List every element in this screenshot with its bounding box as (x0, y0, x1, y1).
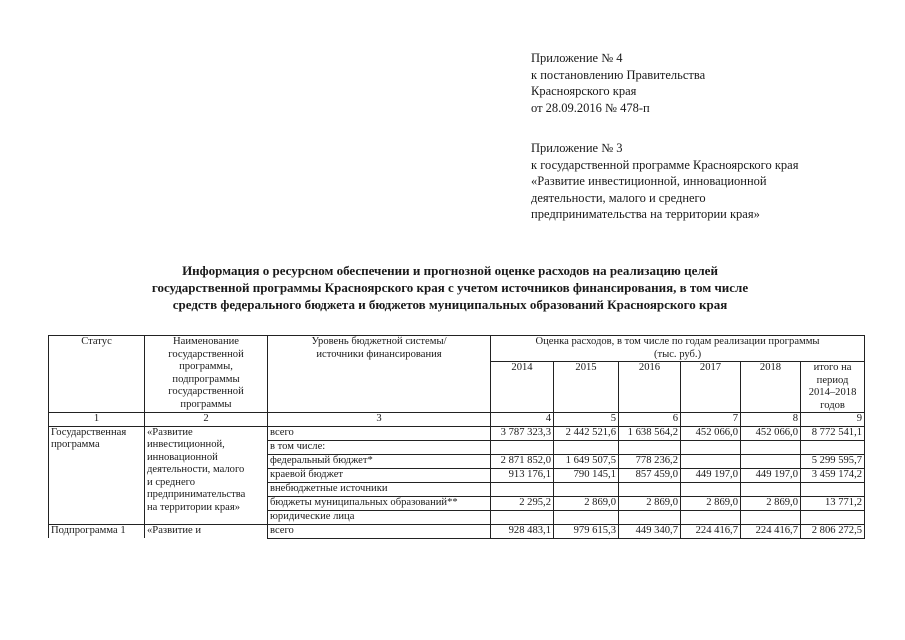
status-text: программа (51, 439, 100, 450)
header-text: Наименование (173, 336, 239, 347)
header-estimate (491, 336, 865, 362)
source-label: в том числе: (268, 440, 491, 454)
column-number: 8 (741, 413, 801, 427)
source-label: юридические лица (268, 510, 491, 524)
value-cell (619, 482, 681, 496)
value-cell (554, 482, 619, 496)
value-cell: 449 197,0 (681, 468, 741, 482)
value-cell: 5 299 595,7 (801, 454, 865, 468)
source-label: краевой бюджет (268, 468, 491, 482)
funding-table (48, 335, 865, 539)
header-text: государственной (168, 348, 244, 360)
value-cell (491, 510, 554, 524)
value-cell (741, 440, 801, 454)
value-cell (554, 440, 619, 454)
header-text: (тыс. руб.) (653, 348, 702, 360)
name-text: инновационной (147, 451, 218, 463)
value-cell (741, 510, 801, 524)
name-text: инвестиционной, (147, 439, 225, 450)
value-cell: 224 416,7 (681, 524, 741, 538)
value-cell: 857 459,0 (619, 468, 681, 482)
name-text: «Развитие (147, 426, 193, 438)
header-row (49, 336, 865, 362)
header-year-2016: 2016 (619, 362, 681, 413)
header-text: Оценка расходов, в том числе по годам реализации программы (535, 336, 820, 347)
header-text: программы (180, 398, 232, 410)
header-year-2014: 2014 (491, 362, 554, 413)
value-cell (491, 482, 554, 496)
header-year-2018: 2018 (741, 362, 801, 413)
title-line: Информация о ресурсном обеспечении и прогнозной оценке расходов на реализацию целей (182, 263, 718, 278)
subprogram-name: «Развитие и (145, 524, 268, 538)
table-row (49, 524, 865, 538)
column-number: 6 (619, 413, 681, 427)
header-text: итого на (813, 362, 852, 373)
value-cell (741, 482, 801, 496)
column-number: 7 (681, 413, 741, 427)
annex-3-line: деятельности, малого и среднего (531, 190, 706, 205)
value-cell: 3 459 174,2 (801, 468, 865, 482)
annex-3-block (531, 140, 798, 223)
header-text: Статус (81, 336, 112, 347)
value-cell (681, 482, 741, 496)
value-cell (681, 440, 741, 454)
header-text: программы, (179, 361, 233, 372)
annex-3-line: к государственной программе Красноярского края (531, 157, 799, 172)
value-cell: 2 295,2 (491, 496, 554, 510)
value-cell: 2 871 852,0 (491, 454, 554, 468)
header-text: подпрограммы (172, 373, 240, 385)
source-label: всего (268, 426, 491, 440)
header-text: Уровень бюджетной системы/ (311, 336, 447, 347)
column-number: 1 (49, 413, 145, 427)
header-year-2015: 2015 (554, 362, 619, 413)
annex-4-line: Приложение № 4 (531, 51, 623, 65)
header-level (268, 336, 491, 413)
value-cell: 2 442 521,6 (554, 426, 619, 440)
value-cell: 449 197,0 (741, 468, 801, 482)
value-cell (801, 482, 865, 496)
value-cell: 13 771,2 (801, 496, 865, 510)
value-cell: 979 615,3 (554, 524, 619, 538)
column-number: 3 (268, 413, 491, 427)
header-year-2017: 2017 (681, 362, 741, 413)
value-cell: 452 066,0 (741, 426, 801, 440)
status-text: Государственная (51, 426, 127, 438)
name-text: на территории края» (147, 501, 241, 513)
value-cell: 452 066,0 (681, 426, 741, 440)
column-number: 9 (801, 413, 865, 427)
header-text: источники финансирования (316, 348, 442, 360)
header-text: государственной (168, 386, 244, 397)
name-text: и среднего (147, 476, 196, 488)
column-numbers-row (49, 413, 865, 427)
value-cell: 1 649 507,5 (554, 454, 619, 468)
source-label: внебюджетные источники (268, 482, 491, 496)
document-title (60, 262, 840, 313)
value-cell: 1 638 564,2 (619, 426, 681, 440)
value-cell (681, 510, 741, 524)
value-cell (801, 510, 865, 524)
program-status (49, 426, 145, 524)
value-cell: 928 483,1 (491, 524, 554, 538)
header-total (801, 362, 865, 413)
value-cell (801, 440, 865, 454)
header-text: период (816, 374, 849, 386)
header-name (145, 336, 268, 413)
annex-4-line: Красноярского края (531, 84, 637, 98)
value-cell (619, 510, 681, 524)
program-name (145, 426, 268, 524)
column-number: 4 (491, 413, 554, 427)
source-label: бюджеты муниципальных образований** (268, 496, 491, 510)
value-cell: 449 340,7 (619, 524, 681, 538)
value-cell: 2 869,0 (554, 496, 619, 510)
table-row (49, 426, 865, 440)
value-cell: 2 806 272,5 (801, 524, 865, 538)
value-cell: 913 176,1 (491, 468, 554, 482)
title-line: средств федерального бюджета и бюджетов муниципальных образований Красноярского края (172, 297, 728, 312)
header-status (49, 336, 145, 413)
value-cell (491, 440, 554, 454)
value-cell: 224 416,7 (741, 524, 801, 538)
column-number: 2 (145, 413, 268, 427)
subprogram-status: Подпрограмма 1 (49, 524, 145, 538)
column-number: 5 (554, 413, 619, 427)
value-cell: 3 787 323,3 (491, 426, 554, 440)
source-label: федеральный бюджет* (268, 454, 491, 468)
value-cell (681, 454, 741, 468)
annex-4-line: от 28.09.2016 № 478-п (531, 100, 650, 115)
value-cell: 2 869,0 (619, 496, 681, 510)
source-label: всего (268, 524, 491, 538)
value-cell: 2 869,0 (681, 496, 741, 510)
annex-3-line: Приложение № 3 (531, 141, 623, 155)
name-text: деятельности, малого (147, 464, 245, 475)
annex-3-line: «Развитие инвестиционной, инновационной (531, 174, 767, 188)
value-cell: 790 145,1 (554, 468, 619, 482)
name-text: предпринимательства (147, 489, 246, 500)
annex-4-line: к постановлению Правительства (531, 67, 706, 82)
value-cell (554, 510, 619, 524)
annex-4-block (531, 50, 705, 116)
value-cell (741, 454, 801, 468)
header-text: годов (820, 399, 845, 411)
value-cell (619, 440, 681, 454)
value-cell: 778 236,2 (619, 454, 681, 468)
value-cell: 8 772 541,1 (801, 426, 865, 440)
title-line: государственной программы Красноярского края с учетом источников финансирования, в том числе (151, 280, 749, 295)
header-text: 2014–2018 (808, 387, 857, 398)
value-cell: 2 869,0 (741, 496, 801, 510)
annex-3-line: предпринимательства на территории края» (531, 207, 760, 221)
